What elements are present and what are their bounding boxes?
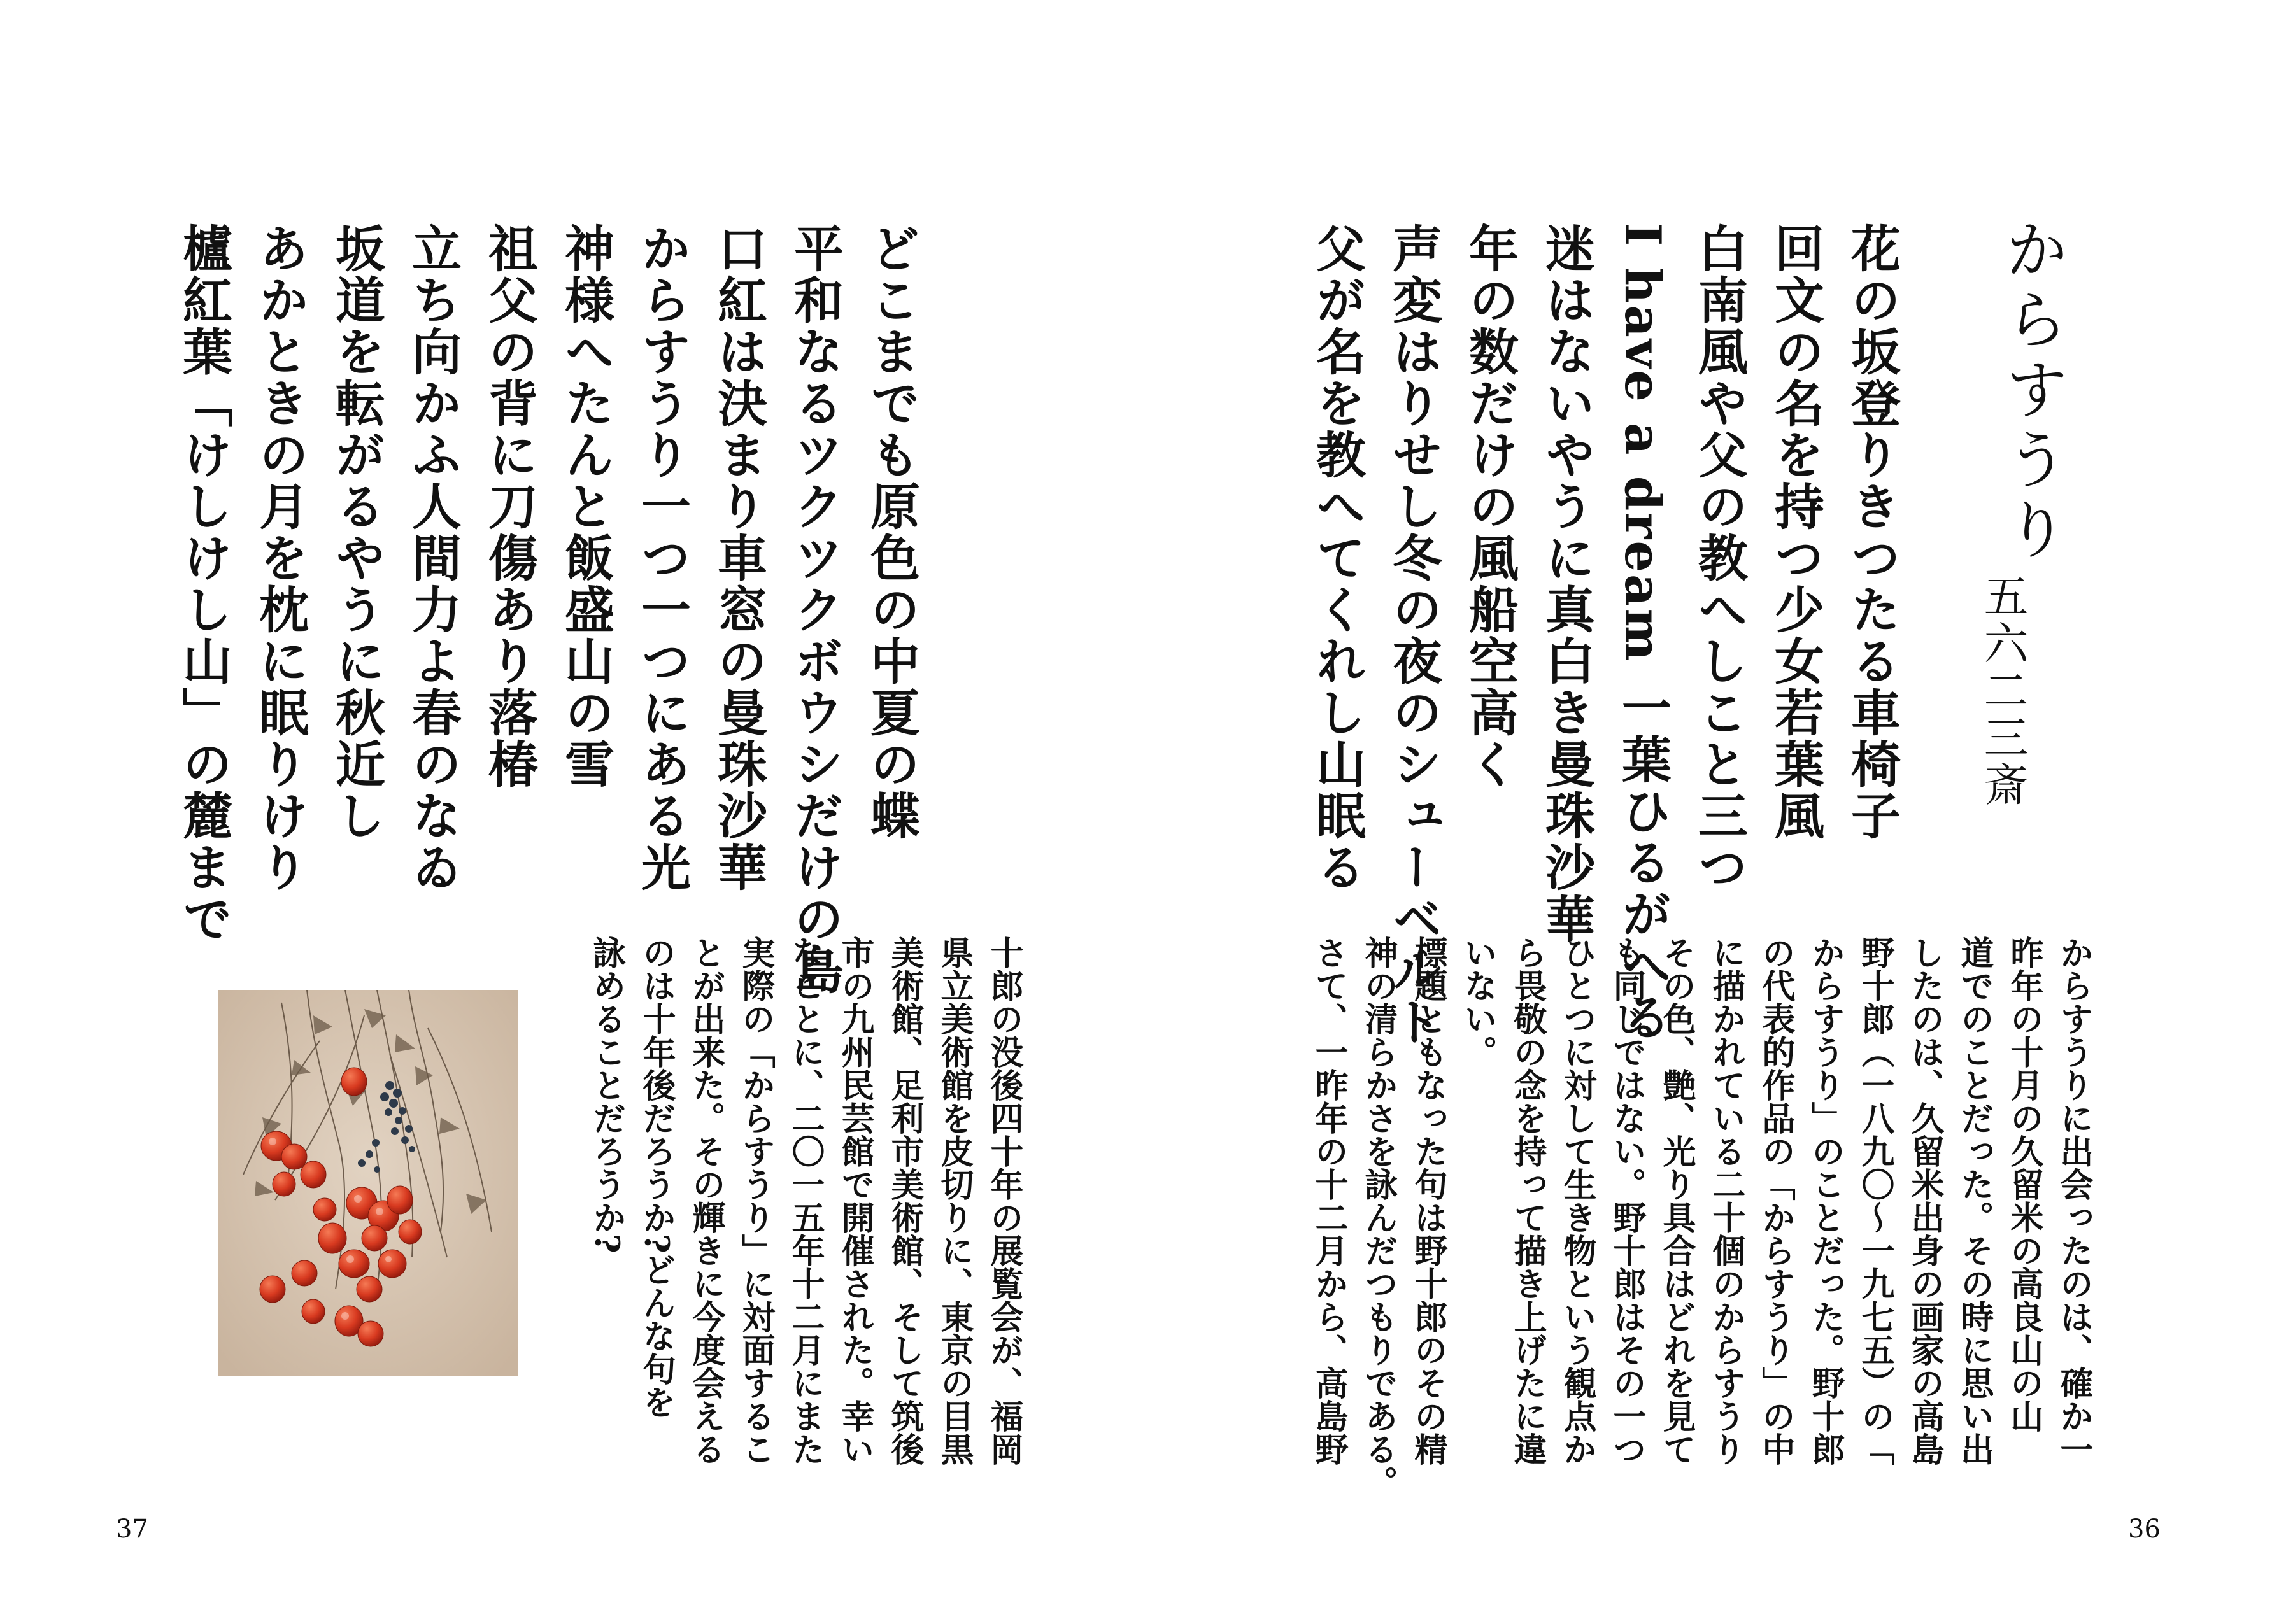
prose-line-right-15: 神の清らかさを詠んだつもりである。	[1359, 936, 1398, 1499]
author-name: 五六二三斎	[1977, 573, 2029, 808]
prose-line-left-4: 市の九州民芸館で開催された。幸い	[835, 936, 874, 1465]
prose-line-right-9: その色、艶、光り具合はどれを見て	[1657, 936, 1696, 1465]
prose-line-right-5: 野十郎（一八九〇〜一九七五）の「	[1856, 936, 1894, 1465]
haiku-line-right-1: 花の坂登りきつたる車椅子	[1843, 223, 1901, 842]
haiku-line-left-1: どこまでも原色の中夏の蝶	[862, 223, 920, 842]
prose-line-right-7: の代表的作品の「からすうり」の中	[1756, 936, 1795, 1465]
prose-line-right-16: さて、一昨年の十二月から、高島野	[1309, 936, 1348, 1465]
haiku-line-right-3: 白南風や父の教へしこと三つ	[1690, 223, 1748, 893]
page-number-right: 36	[2128, 1515, 2161, 1544]
prose-line-right-3: 道でのことだった。その時に思い出	[1955, 936, 1994, 1465]
prose-line-right-2: 昨年の十月の久留米の高良山の山	[2005, 936, 2043, 1432]
haiku-line-right-8: 父が名を教へてくれし山眠る	[1308, 223, 1366, 893]
haiku-line-right-4: I have a dream 一葉ひるがへる	[1614, 223, 1672, 1043]
prose-line-left-3: 美術館、足利市美術館、そして筑後	[885, 936, 924, 1465]
haiku-line-left-2: 平和なるツクツクボウシだけの島	[786, 223, 844, 996]
page-number-left: 37	[116, 1515, 148, 1544]
haiku-line-left-7: 立ち向かふ人間力よ春のなゐ	[404, 223, 462, 893]
prose-line-right-11: ひとつに対して生き物という観点か	[1558, 936, 1596, 1465]
haiku-line-right-7: 声変はりせし冬の夜のシューベルト	[1384, 223, 1442, 1048]
prose-line-right-1: からすうりに出会ったのは、確か一	[2054, 936, 2093, 1465]
prose-line-left-6: 実際の「からすうり」に対面するこ	[736, 936, 775, 1465]
prose-line-right-6: からすうり」のことだった。野十郎	[1806, 936, 1845, 1465]
prose-line-right-8: に描かれている二十個のからすうり	[1707, 936, 1745, 1465]
prose-line-right-4: したのは、久留米出身の画家の高島	[1905, 936, 1944, 1465]
haiku-line-right-2: 回文の名を持つ少女若葉風	[1766, 223, 1824, 842]
haiku-line-left-9: あかときの月を枕に眠りけり	[251, 223, 309, 893]
prose-line-left-2: 県立美術館を皮切りに、東京の目黒	[935, 936, 974, 1465]
prose-line-right-13: いない。	[1458, 936, 1497, 1068]
haiku-line-left-8: 坂道を転がるやうに秋近し	[327, 223, 385, 842]
prose-line-right-12: ら畏敬の念を持って描き上げたに違	[1508, 936, 1547, 1465]
prose-line-left-8: のは十年後だろうか?どんな句を	[637, 936, 676, 1419]
haiku-line-right-5: 迷はないやうに真白き曼珠沙華	[1537, 223, 1595, 945]
haiku-line-left-4: からすうり一つ一つにある光	[633, 223, 691, 893]
prose-line-right-14: 標題ともなった句は野十郎のその精	[1409, 936, 1447, 1465]
haiku-line-left-6: 祖父の背に刀傷あり落椿	[480, 223, 538, 790]
prose-line-left-5: なことに、二〇一五年十二月にまた	[786, 936, 825, 1465]
prose-line-right-10: も同じではない。野十郎はその一つ	[1607, 936, 1646, 1465]
prose-line-left-7: とが出来た。その輝きに今度会える	[686, 936, 725, 1465]
haiku-line-left-5: 神様へたんと飯盛山の雪	[557, 223, 614, 790]
prose-line-left-9: 詠めることだろうか?	[587, 936, 626, 1253]
haiku-line-right-6: 年の数だけの風船空高く	[1461, 223, 1519, 790]
haiku-line-left-10: 櫨紅葉「けしけし山」の麓まで	[174, 223, 232, 945]
prose-line-left-1: 十郎の没後四十年の展覧会が、福岡	[984, 936, 1023, 1465]
karasuuri-painting	[218, 990, 518, 1376]
haiku-line-left-3: 口紅は決まり車窓の曼珠沙華	[709, 223, 767, 893]
essay-title: からすうり	[1994, 216, 2069, 567]
